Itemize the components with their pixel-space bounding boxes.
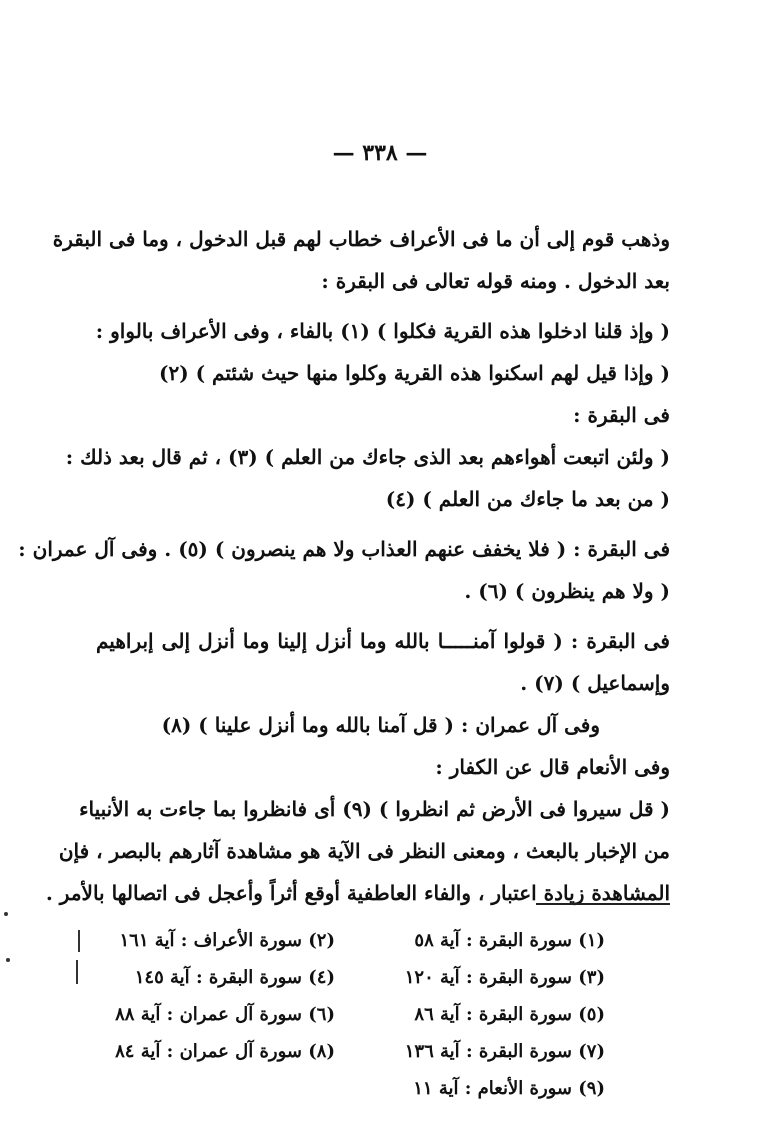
footnote-1: (١) سورة البقرة : آية ٥٨ xyxy=(414,930,605,951)
text-line: ( ولئن اتبعت أهواءهم بعد الذى جاءك من العلم ) (٣) ، ثم قال بعد ذلك : xyxy=(65,445,670,469)
footnote-8: (٨) سورة آل عمران : آية ٨٤ xyxy=(115,1041,335,1062)
text-line: من الإخبار بالبعث ، ومعنى النظر فى الآية هو مشاهدة آثارهم بالبصر ، فإن xyxy=(58,839,670,863)
footnote-row xyxy=(100,959,605,996)
footnote-divider xyxy=(536,903,670,905)
footnote-9: (٩) سورة الأنعام : آية ١١ xyxy=(413,1078,605,1099)
footnote-row xyxy=(100,996,605,1033)
scan-mark xyxy=(76,960,78,984)
footnote-7: (٧) سورة البقرة : آية ١٣٦ xyxy=(404,1041,605,1062)
text-line: المشاهدة زيادة اعتبار ، والفاء العاطفية أوقع أثراً وأعجل فى اتصالها بالأمر . xyxy=(45,881,670,905)
footnote-row xyxy=(100,922,605,959)
scan-mark xyxy=(78,930,80,952)
footnote-2: (٢) سورة الأعراف : آية ١٦١ xyxy=(119,930,335,951)
footnote-6: (٦) سورة آل عمران : آية ٨٨ xyxy=(115,1004,335,1025)
text-line: ( من بعد ما جاءك من العلم ) (٤) xyxy=(385,487,670,511)
footnote-5: (٥) سورة البقرة : آية ٨٦ xyxy=(414,1004,605,1025)
text-line: ( وإذا قيل لهم اسكنوا هذه القرية وكلوا منها حيث شئتم ) (٢) xyxy=(158,361,670,385)
text-line: فى البقرة : ( فلا يخفف عنهم العذاب ولا هم ينصرون ) (٥) . وفى آل عمران : xyxy=(18,537,670,561)
footnote-row xyxy=(100,1070,605,1107)
text-line: وذهب قوم إلى أن ما فى الأعراف خطاب لهم قبل الدخول ، وما فى البقرة xyxy=(52,227,670,251)
text-line: ( وإذ قلنا ادخلوا هذه القرية فكلوا ) (١) بالفاء ، وفى الأعراف بالواو : xyxy=(95,319,670,343)
text-line: ( ولا هم ينظرون ) (٦) . xyxy=(464,579,670,603)
text-line: وفى آل عمران : ( قل آمنا بالله وما أنزل علينا ) (٨) xyxy=(161,713,600,737)
text-line: ( قل سيروا فى الأرض ثم انظروا ) (٩) أى فانظروا بما جاءت به الأنبياء xyxy=(79,797,670,821)
main-text xyxy=(18,218,670,914)
text-line: فى البقرة : ( قولوا آمنـــــا بالله وما أنزل إلينا وما أنزل إلى إبراهيم xyxy=(96,629,670,653)
text-line: وإسماعيل ) (٧) . xyxy=(520,671,670,695)
footnotes xyxy=(100,922,605,1107)
text-line: وفى الأنعام قال عن الكفار : xyxy=(435,755,670,779)
text-line: بعد الدخول . ومنه قوله تعالى فى البقرة : xyxy=(321,269,670,293)
page-number: — ٣٣٨ — xyxy=(332,140,428,166)
footnote-4: (٤) سورة البقرة : آية ١٤٥ xyxy=(134,967,335,988)
scan-speck xyxy=(4,912,8,916)
text-line: فى البقرة : xyxy=(573,403,670,427)
scan-speck xyxy=(6,958,10,962)
footnote-row xyxy=(100,1033,605,1070)
footnote-3: (٣) سورة البقرة : آية ١٢٠ xyxy=(404,967,605,988)
